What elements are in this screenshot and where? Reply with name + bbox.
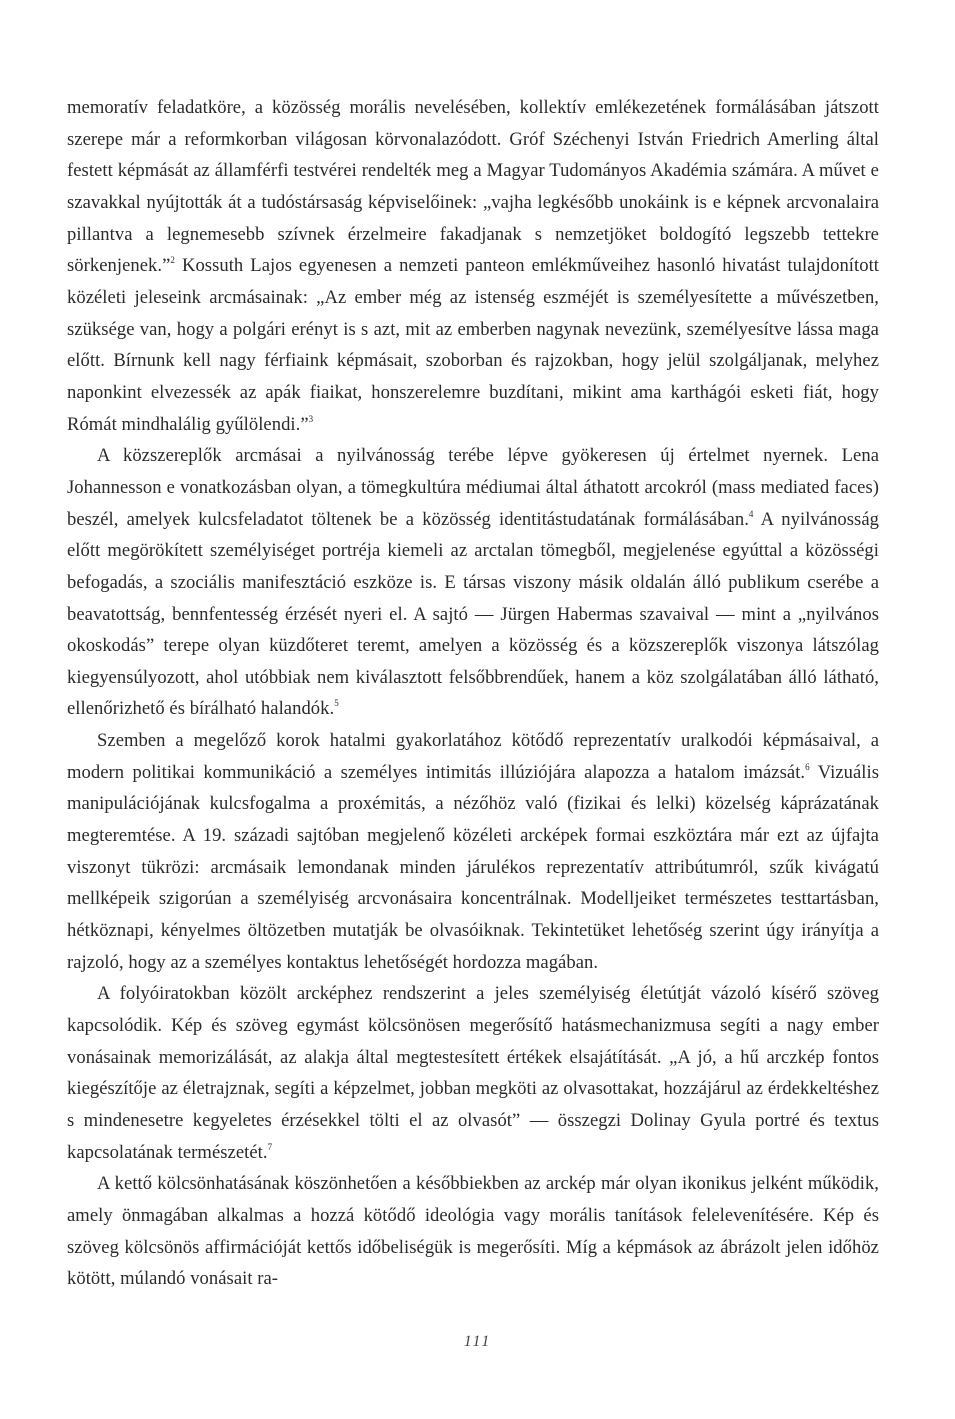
paragraph-text: Vizuális manipulációjának kulcsfogalma a proxémitás, a nézőhöz való (fizikai és lelki) közelség káprázatának megteremtése. A 19. századi sajtóban megjelenő közéleti arcképek formai eszköztára már ezt az újfajta viszonyt tükrözi: arcmásaik lemondanak minden járulékos reprezentatív attribútumról, szűk kivágatú mellképeik szigorúan a személyiség arcvonásaira koncentrálnak. Modelljeiket természetes testtartásban, hétköznapi, kényelmes öltözetben mutatják be olvasóiknak. Tekintetüket lehetőség szerint úgy irányítja a rajzoló, hogy az a személyes kontaktus lehetőségét hordozza magában. xyxy=(67,761,880,973)
paragraph-text: A folyóiratokban közölt arcképhez rendszerint a jeles személyiség életútját vázoló kísérő szöveg kapcsolódik. Kép és szöveg egymást kölcsönösen megerősítő hatásmechanizmusa segíti a nagy ember vonásainak memorizálását, az alakja által megtestesített értékek elsajátítását. „A jó, a hű arczkép fontos kiegészítője az életrajznak, segíti a képzelmet, jobban megköti az olvasottakat, hozzájárul az érdekkeltéshez s mindenesetre kegyeletes érzésekkel tölti el az olvasót” — összegzi Dolinay Gyula portré és textus kapcsolatának természetét. xyxy=(67,983,879,1163)
paragraph-text: A kettő kölcsönhatásának köszönhetően a későbbiekben az arckép már olyan ikonikus jelként működik, amely önmagában alkalmas a hozzá kötődő ideológia vagy morális tanítások felelevenítésére. Kép és szöveg kölcsönös affirmációját kettős időbeliségük is megerősíti. Míg a képmások az ábrázolt jelen időhöz kötött, múlandó vonásait ra- xyxy=(67,1173,879,1290)
paragraph-1 xyxy=(67,92,879,440)
paragraph-3 xyxy=(67,725,879,978)
paragraph-text: A közszereplők arcmásai a nyilvánosság terébe lépve gyökeresen új értelmet nyernek. Lena Johannesson e vonatkozásban olyan, a tömegkultúra médiumai által áthatott arcokról (mass mediated faces) beszél, amelyek kulcsfeladatot töltenek be a közösség identitástudatának formálásában. xyxy=(67,445,879,530)
footnote-marker: 2 xyxy=(170,255,175,266)
paragraph-text: A nyilvánosság előtt megörökített személyiséget portréja kiemeli az arctalan tömegből, megjelenése egyúttal a közösségi befogadás, a szociális manifesztáció eszköze is. E társas viszony másik oldalán álló publikum cserébe a beavatottság, bennfentesség érzését nyeri el. A sajtó — Jürgen Habermas szavaival — mint a „nyilvános okoskodás” terepe olyan küzdőteret teremt, amelyen a közösség és a közszereplők viszonya látszólag kiegyensúlyozott, ahol utóbbiak nem kiválasztott felsőbbrendűek, hanem a köz szolgálatában álló látható, ellenőrizhető és bírálható halandók. xyxy=(67,508,879,720)
footnote-marker: 4 xyxy=(748,508,754,519)
paragraph-text: Kossuth Lajos egyenesen a nemzeti panteon emlékműveihez hasonló hivatást tulajdonított közéleti jeleseink arcmásainak: „Az ember még az istenség eszméjét is személyesítette a művészetben, szüksége van, hogy a polgári erényt is s azt, mit az emberben nagynak nevezünk, személyesítve lássa maga előtt. Bírnunk kell nagy férfiaink képmásait, szoborban és rajzokban, hogy jelül szolgáljanak, melyhez naponkint elvezessék az apák fiaikat, honszerelemre buzdítani, mikint ama karthágói esketi fiát, hogy Rómát mindhalálig gyűlölendi.” xyxy=(67,255,879,435)
paragraph-2 xyxy=(67,440,879,725)
footnote-marker: 5 xyxy=(334,698,339,709)
page-number: 111 xyxy=(463,1333,492,1350)
paragraph-text: Szemben a megelőző korok hatalmi gyakorlatához kötődő reprezentatív uralkodói képmásaival, a modern politikai kommunikáció a személyes intimitás illúziójára alapozza a hatalom imázsát. xyxy=(67,730,879,783)
footnote-marker: 6 xyxy=(805,761,810,772)
page-body xyxy=(67,92,879,1295)
paragraph-4 xyxy=(67,978,879,1168)
paragraph-text: memoratív feladatköre, a közösség morális nevelésében, kollektív emlékezetének formálásában játszott szerepe már a reformkorban világosan körvonalazódott. Gróf Széchenyi István Friedrich Amerling által festett képmását az államférfi testvérei rendelték meg a Magyar Tudományos Akadémia számára. A művet e szavakkal nyújtották át a tudóstársaság képviselőinek: „vajha legkésőbb unokáink is e képnek arcvonalaira pillantva a legnemesebb szívnek érzelmeire fakadjanak s nemzetjöket boldogító legszebb tettekre sörkenjenek.” xyxy=(67,97,879,277)
footnote-marker: 3 xyxy=(308,413,314,424)
footnote-marker: 7 xyxy=(267,1141,273,1152)
paragraph-5 xyxy=(67,1168,879,1295)
